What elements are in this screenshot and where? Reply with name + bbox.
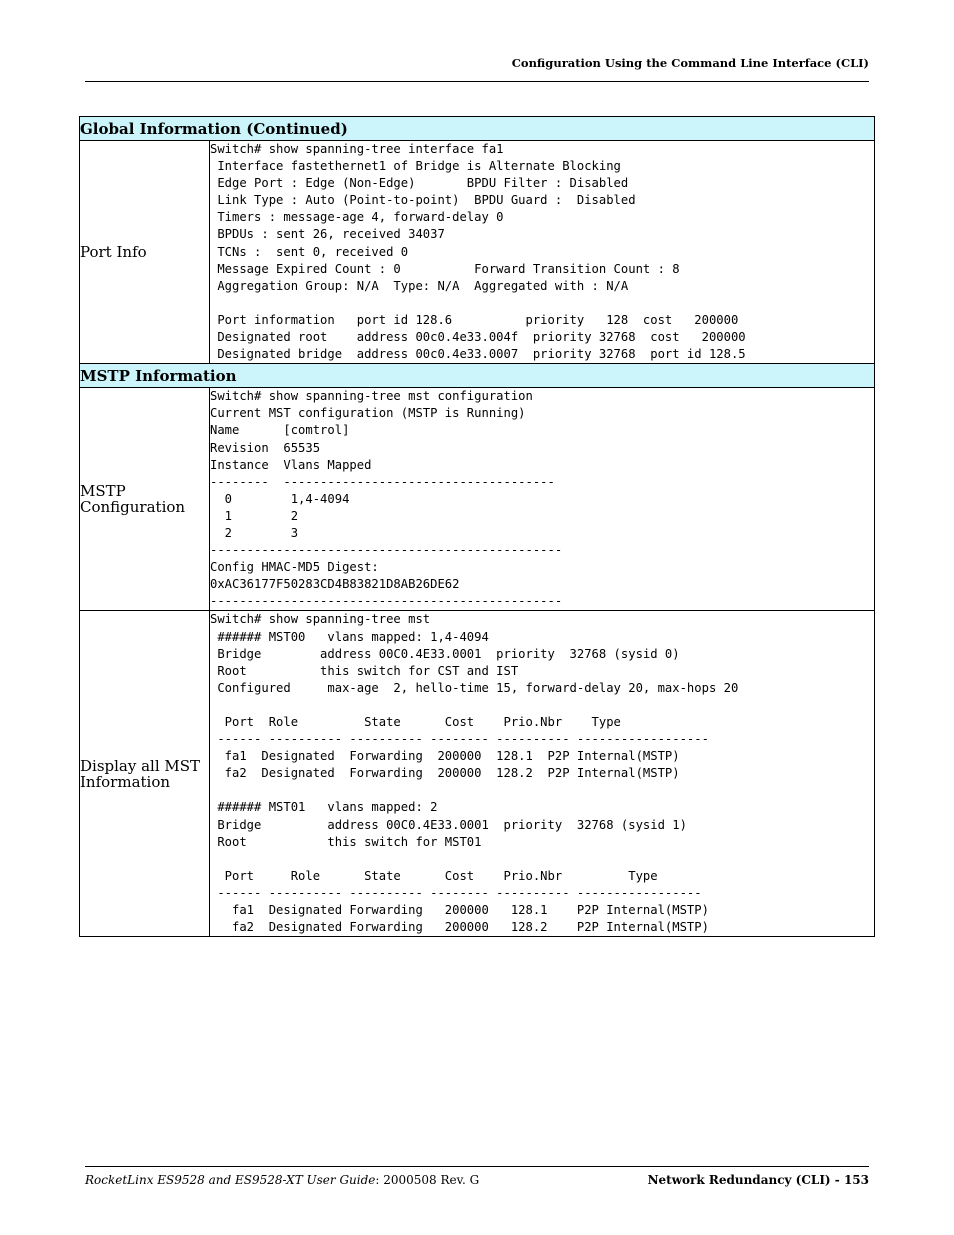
footer-page-number: Network Redundancy (CLI) - 153 [647,1173,869,1187]
code-block-mstp-configuration: Switch# show spanning-tree mst configuration Current MST configuration (MSTP is Running) Name [comtrol] Revision 65535 Instance Vlans Mapped -------- ------------------------------------- 0 1,4-4094 1 2 2 3 ------------------------------------------------ Config HMAC-MD5 Digest: 0xAC36177F50283CD4B83821D8AB26DE62 ------------------------------------------------ [210,388,875,611]
running-head: Configuration Using the Command Line Interface (CLI) [511,56,869,70]
section-title: Global Information (Continued) [80,117,875,141]
code-block-display-all-mst: Switch# show spanning-tree mst ###### MST00 vlans mapped: 1,4-4094 Bridge address 00C0.4E33.0001 priority 32768 (sysid 0) Root this switch for CST and IST Configured max-age 2, hello-time 15, forward-delay 20, max-hops 20 Port Role State Cost Prio.Nbr Type ------ ---------- ---------- -------- ---------- ------------------ fa1 Designated Forwarding 200000 128.1 P2P Internal(MSTP) fa2 Designated Forwarding 200000 128.2 P2P Internal(MSTP) ###### MST01 vlans mapped: 2 Bridge address 00C0.4E33.0001 priority 32768 (sysid 1) Root this switch for MST01 Port Role State Cost Prio.Nbr Type ------ ---------- ---------- -------- ---------- ----------------- fa1 Designated Forwarding 200000 128.1 P2P Internal(MSTP) fa2 Designated Forwarding 200000 128.2 P2P Internal(MSTP) [210,611,875,937]
footer-document-title [85,1173,479,1187]
guide-title: RocketLinx ES9528 and ES9528-XT User Guide [85,1173,376,1187]
section-header-mstp [80,364,875,388]
section-header-global [80,117,875,141]
row-label-display-all-mst: Display all MST Information [80,611,210,937]
table-row [80,388,875,611]
guide-revision: : 2000508 Rev. G [375,1173,480,1187]
footer-rule [85,1166,869,1167]
section-title: MSTP Information [80,364,875,388]
table-row [80,141,875,364]
cli-reference-table [79,116,875,937]
code-block-port-info: Switch# show spanning-tree interface fa1 Interface fastethernet1 of Bridge is Alternate Blocking Edge Port : Edge (Non-Edge) BPDU Filter : Disabled Link Type : Auto (Point-to-point) BPDU Guard : Disabled Timers : message-age 4, forward-delay 0 BPDUs : sent 26, received 34037 TCNs : sent 0, received 0 Message Expired Count : 0 Forward Transition Count : 8 Aggregation Group: N/A Type: N/A Aggregated with : N/A Port information port id 128.6 priority 128 cost 200000 Designated root address 00c0.4e33.004f priority 32768 cost 200000 Designated bridge address 00c0.4e33.0007 priority 32768 port id 128.5 [210,141,875,364]
table-row [80,611,875,937]
header-rule [85,81,869,82]
row-label-mstp-configuration: MSTP Configuration [80,388,210,611]
row-label-port-info: Port Info [80,141,210,364]
